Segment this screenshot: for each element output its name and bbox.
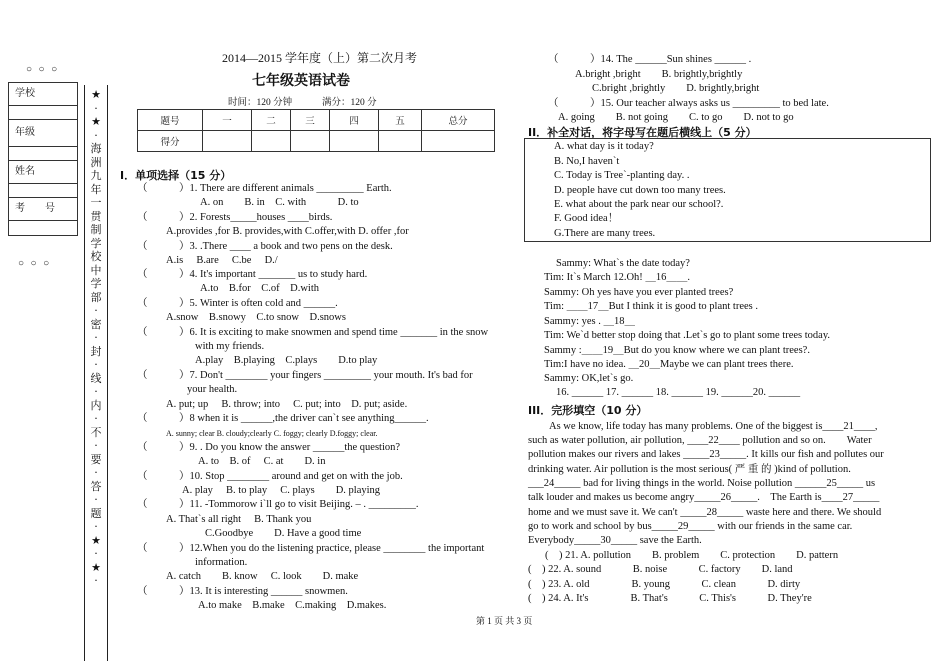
question-line: （ ）4. It's important _______ us to study hard. [137,269,368,280]
seal-char: ★ [91,533,101,547]
seal-char: ★ [91,115,101,128]
dialog-line: Tim:I have no idea. ＿20＿Maybe we can plant trees there. [544,359,794,370]
cloze-choice: ( ) 24. A. It's B. That's C. This's D. They're [528,593,812,604]
seal-char: 线 [90,371,102,385]
seal-char: ★ [91,560,101,574]
passage-line: ___24_____ bad for living things in the world. Noise pollution ______25_____ us [528,478,876,489]
seal-char: · [94,358,98,371]
score-header-cell: 二 [252,110,291,131]
question-line: （ ）2. Forests_____houses ____birds. [137,212,333,223]
paper-title: 七年级英语试卷 [252,73,350,89]
cloze-choice: ( ) 22. A. sound B. noise C. factory D. land [528,564,793,575]
exam-time: 时间：120 分钟 [228,98,293,108]
student-info-box [8,82,78,236]
question-line: C.bright ,brightly D. brightly,bright [592,83,760,94]
question-line: your health. [187,384,238,395]
score-cell[interactable] [203,131,252,152]
question-line: A.to make B.make C.making D.makes. [198,600,387,611]
question-line: （ ）13. It is interesting ______ snowmen. [137,586,348,597]
score-header-cell: 三 [291,110,330,131]
binding-line-right [107,85,108,661]
question-line: （ ）7. Don't ________ your fingers _________ your mouth. It's bad for [137,370,473,381]
dialog-option: C. Today is Tree`-planting day. . [554,170,690,181]
seal-char: 不 [90,425,102,439]
score-header-cell: 一 [203,110,252,131]
section1-heading: I．单项选择（15 分） [120,169,232,182]
dialog-line: Sammy: Oh yes have you ever planted trees? [544,287,734,298]
seal-char: 部 [90,290,102,304]
seal-char: 贯 [90,209,102,223]
dialog-line: Tim: It`s March 12.Oh! ＿16＿＿. [544,272,691,283]
question-line: （ ）12.When you do the listening practice, please ________ the important [137,543,485,554]
question-line: （ ）10. Stop ________ around and get on with the job. [137,471,403,482]
score-header-cell: 总分 [422,110,495,131]
question-line: A.is B.are C.be D./ [166,255,278,266]
score-cell[interactable] [291,131,330,152]
dialog-line: Tim: We`d better stop doing that .Let`s go to plant some trees today. [544,330,831,341]
page-footer: 第 1 页 共 3 页 [476,616,533,626]
grade-field[interactable]: 年级 [9,120,77,147]
question-line: （ ）1. There are different animals _________ Earth. [137,183,392,194]
question-line: （ ）6. It is exciting to make snowmen and spend time _______ in the snow [137,327,489,338]
school-field[interactable]: 学校 [9,83,77,106]
question-line: A. going B. not going C. to go D. not to go [558,112,794,123]
dialog-option: B. No,I haven`t [554,156,620,167]
question-line: （ ）15. Our teacher always asks us _________ to bed late. [548,98,829,109]
question-line: A. catch B. know C. look D. make [166,571,359,582]
dialog-option: F. Good idea！ [554,213,619,224]
seal-char: · [94,128,98,142]
question-line: A. That`s all right B. Thank you [166,514,312,525]
passage-line: As we know, life today has many problems. One of the biggest is____21____, [528,421,878,432]
seal-char: 海 [90,142,102,155]
binding-circles-top: ○ ○ ○ [26,64,60,75]
seal-char: · [94,520,98,533]
seal-char: 中 [90,263,102,277]
dialog-line: Sammy: What`s the date today? [556,258,690,269]
seal-char: 制 [90,223,102,236]
passage-line: such as water pollution, air pollution, ____22____ pollution and so on. Water [528,435,872,446]
section3-heading: III．完形填空（10 分） [528,404,648,417]
question-line: （ ）3. .There ____ a book and two pens on the desk. [137,241,393,252]
score-cell[interactable] [379,131,422,152]
passage-line: go to work and school by bus_____29_____ with our friends in the same car. [528,521,853,532]
question-line: A.snow B.snowy C.to snow D.snows [166,312,346,323]
binding-circles-bottom: ○ ○ ○ [18,258,52,269]
dialog-option: A. what day is it today? [554,141,654,152]
seal-char: 九 [90,169,102,182]
seal-char: 校 [90,250,102,263]
score-row-label: 得分 [138,131,203,152]
seal-char: 年 [90,182,102,196]
question-line: （ ）5. Winter is often cold and ______. [137,298,338,309]
seal-char: · [94,466,98,479]
question-line: A.play B.playing C.plays D.to play [195,355,378,366]
full-score: 满分：120 分 [322,98,377,108]
dialog-line: Sammy :＿＿19＿But do you know where we can plant trees?. [544,345,810,356]
question-line: （ ）8 when it is ______,the driver can`t see anything______. [137,413,429,424]
cloze-choice: ( ) 21. A. pollution B. problem C. protection D. pattern [545,550,839,561]
seal-char: 密 [90,317,102,331]
question-line: （ ）11. -Tommorow i`ll go to visit Beijing. – . _________. [137,499,419,510]
seal-char: · [94,385,98,398]
score-header-cell: 五 [379,110,422,131]
exam-title: 2014—2015 学年度（上）第二次月考 [222,51,418,65]
section2-heading: II．补全对话，将字母写在题后横线上（5 分） [528,126,757,139]
score-table [137,109,495,152]
passage-line: pollution makes our rivers and lakes _____23_____. It kills our fish and pollutes our [528,449,884,460]
question-line: A.to B.for C.of D.with [200,283,319,294]
question-line: （ ）14. The ______Sun shines ______ . [548,54,752,65]
dialog-option: D. people have cut down too many trees. [554,185,726,196]
seal-char: 封 [90,344,102,358]
dialog-line: Sammy: OK,let`s go. [544,373,634,384]
question-line: A. put; up B. throw; into C. put; into D. put; aside. [166,399,408,410]
seal-char: 学 [90,236,102,250]
seal-char: 一 [90,196,102,209]
question-line: A. sunny; clear B. cloudy;clearly C. foggy; clearly D.foggy; clear. [166,429,378,438]
passage-line: home and we must save it. We can't _____28_____ waste here and there. We should [528,507,882,518]
seal-char: 答 [90,479,102,493]
score-cell[interactable] [422,131,495,152]
seal-line-text [86,88,106,588]
exam-number-field[interactable]: 考 号 [9,198,77,221]
seal-char: · [94,547,98,560]
seal-char: 内 [90,398,102,412]
seal-char: · [94,439,98,452]
name-field[interactable]: 姓名 [9,161,77,184]
question-line: A.bright ,bright B. brightly,brightly [575,69,743,80]
question-line: A. play B. to play C. plays D. playing [182,485,381,496]
score-header-cell: 四 [330,110,379,131]
seal-char: 要 [90,452,102,466]
question-line: A. to B. of C. at D. in [198,456,326,467]
seal-char: · [94,412,98,425]
dialog-line: 16. ______ 17. ______ 18. ______ 19. ______20. ______ [556,387,801,398]
seal-char: · [94,331,98,344]
passage-line: drinking water. Air pollution is the most serious( 严 重 的 )kind of pollution. [528,464,851,475]
score-cell[interactable] [330,131,379,152]
cloze-choice: ( ) 23. A. old B. young C. clean D. dirty [528,579,801,590]
seal-char: 题 [90,506,102,520]
seal-char: · [94,574,98,587]
binding-line-left [84,85,85,661]
question-line: C.Goodbye D. Have a good time [205,528,362,539]
dialog-line: Sammy: yes . ＿18＿ [544,316,635,327]
seal-char: · [94,304,98,317]
seal-char: 学 [90,277,102,290]
seal-char: · [94,493,98,506]
passage-line: talk louder and makes us become angry_____26_____. The Earth is____27_____ [528,492,880,503]
question-line: with my friends. [195,341,265,352]
score-header-cell: 题号 [138,110,203,131]
question-line: A. on B. in C. with D. to [200,197,359,208]
passage-line: Everybody_____30_____ save the Earth. [528,535,702,546]
seal-char: · [94,101,98,115]
seal-char: ★ [91,88,101,101]
dialog-option: G.There are many trees. [554,228,656,239]
question-line: A.provides ,for B. provides,with C.offer,with D. offer ,for [166,226,409,237]
question-line: information. [195,557,248,568]
question-line: （ ）9. . Do you know the answer ______the question? [137,442,401,453]
dialog-option: E. what about the park near our school?. [554,199,724,210]
score-cell[interactable] [252,131,291,152]
dialog-line: Tim: ＿＿17＿But I think it is good to plant trees . [544,301,758,312]
seal-char: 洲 [90,155,102,169]
